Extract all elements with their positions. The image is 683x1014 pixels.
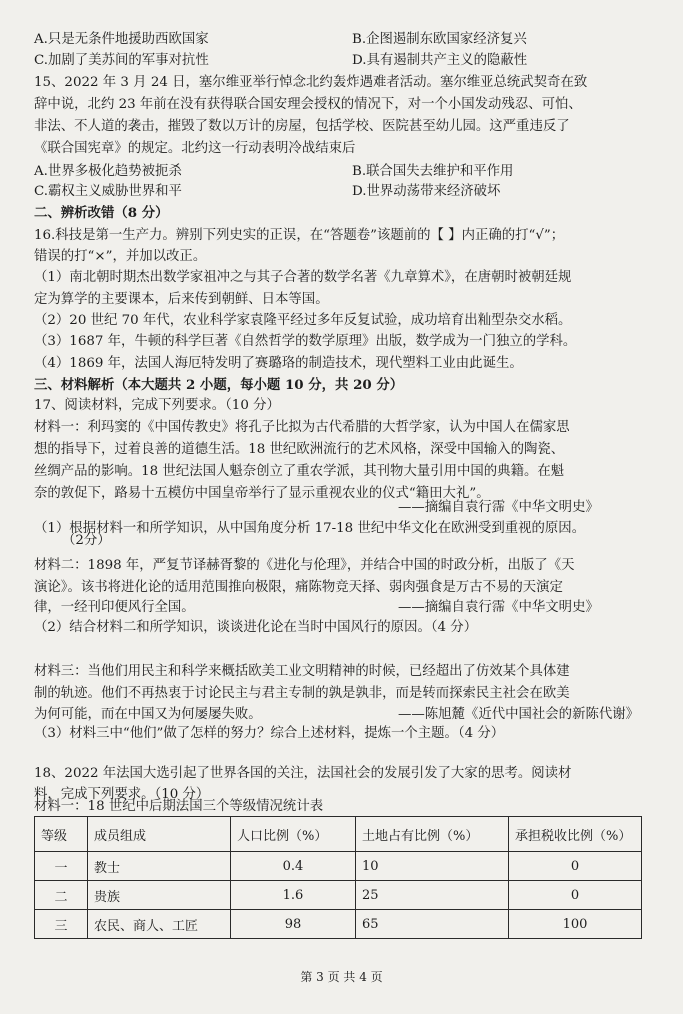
section-2-heading: 二、辨析改错（8 分） (34, 205, 169, 221)
q17-line: 奈的敦促下，路易十五模仿中国皇帝举行了显示重视农业的仪式“籍田大礼”。 (34, 486, 490, 501)
table-cell: 一 (35, 852, 88, 881)
table-row (35, 852, 642, 881)
section-3-heading: 三、材料解析（本大题共 2 小题，每小题 10 分，共 20 分） (34, 377, 404, 393)
material-3-line: 材料三：当他们用民主和科学来概括欧美工业文明精神的时候，已经超出了仿效某个具体建 (34, 664, 570, 679)
table-header-cell: 等级 (35, 817, 88, 852)
table-row (35, 910, 642, 939)
q15-option-b: B.联合国失去维护和平作用 (352, 164, 514, 179)
table-header-cell: 成员组成 (88, 817, 231, 852)
table-cell: 0 (509, 852, 642, 881)
table-header-cell: 土地占有比例（%） (356, 817, 509, 852)
table-cell: 100 (509, 910, 642, 939)
table-cell: 98 (231, 910, 356, 939)
q15-stem-line: 15、2022 年 3 月 24 日，塞尔维亚举行悼念北约轰炸遇难者活动。塞尔维亚总统武契奇在致 (34, 75, 588, 90)
table-cell: 10 (356, 852, 509, 881)
table-cell: 农民、商人、工匠 (88, 910, 231, 939)
material-3-line: 制的轨迹。他们不再热衷于讨论民主与君主专制的孰是孰非，而是转而探索民主社会在欧美 (34, 686, 570, 701)
q17-subquestion-2: （2）结合材料二和所学知识，谈谈进化论在当时中国风行的原因。（4 分） (34, 620, 478, 635)
q15-stem-line: 辞中说，北约 23 年前在没有获得联合国安理会授权的情况下，对一个小国发动残忍、可怕、 (34, 97, 582, 112)
table-cell: 教士 (88, 852, 231, 881)
table-cell: 二 (35, 881, 88, 910)
table-header-cell: 承担税收比例（%） (509, 817, 642, 852)
table-cell: 1.6 (231, 881, 356, 910)
q17-line: 丝绸产品的影响。18 世纪法国人魁奈创立了重农学派，其刊物大量引用中国的典籍。在魁 (34, 464, 565, 479)
page-number: 第 3 页 共 4 页 (300, 970, 383, 984)
q17-subquestion-1: （1）根据材料一和所学知识，从中国角度分析 17-18 世纪中华文化在欧洲受到重视的原因。 (34, 521, 586, 536)
table-header-row (35, 817, 642, 852)
q15-stem-line: 《联合国宪章》的规定。北约这一行动表明冷战结束后 (34, 141, 356, 156)
q16-line: 16.科技是第一生产力。辨别下列史实的正误，在“答题卷”该题前的【 】内正确的打“√”； (34, 228, 565, 243)
q15-option-d: D.世界动荡带来经济破坏 (352, 184, 501, 199)
q16-line: （3）1687 年，牛顿的科学巨著《自然哲学的数学原理》出版，数学成为一门独立的学科。 (34, 334, 577, 349)
material-1-source: ——摘编自袁行霈《中华文明史》 (398, 500, 599, 515)
material-2-line: 材料二：1898 年，严复节译赫胥黎的《进化与伦理》，并结合中国的时政分析，出版了《天 (34, 558, 575, 573)
q15-option-c: C.霸权主义威胁世界和平 (34, 184, 182, 199)
q17-line: 想的指导下，过着良善的道德生活。18 世纪欧洲流行的艺术风格，深受中国输入的陶瓷、 (34, 442, 565, 457)
q15-stem-line: 非法、不人道的袭击，摧毁了数以万计的房屋，包括学校、医院甚至幼儿园。这严重违反了 (34, 119, 570, 134)
material-2-source: ——摘编自袁行霈《中华文明史》 (398, 600, 599, 615)
q17-subquestion-3: （3）材料三中“他们”做了怎样的努力？综合上述材料，提炼一个主题。（4 分） (34, 726, 505, 741)
table-cell: 65 (356, 910, 509, 939)
table-cell: 25 (356, 881, 509, 910)
table-cell: 三 (35, 910, 88, 939)
material-3-line: 为何可能，而在中国又为何屡屡失败。 (34, 707, 262, 722)
table-cell: 贵族 (88, 881, 231, 910)
q16-line: （4）1869 年，法国人海厄特发明了赛璐珞的制造技术，现代塑料工业由此诞生。 (34, 356, 523, 371)
q15-option-a: A.世界多极化趋势被扼杀 (34, 164, 182, 179)
estates-statistics-table (34, 816, 642, 939)
material-3-source: ——陈旭麓《近代中国社会的新陈代谢》 (398, 707, 640, 722)
q14-option-b: B.企图遏制东欧国家经济复兴 (352, 32, 527, 47)
table-row (35, 881, 642, 910)
q14-option-c: C.加剧了美苏间的军事对抗性 (34, 53, 209, 68)
table-caption: 材料一：18 世纪中后期法国三个等级情况统计表 (34, 799, 324, 814)
table-cell: 0.4 (231, 852, 356, 881)
q17-line: 17、阅读材料，完成下列要求。（10 分） (34, 398, 280, 413)
q18-line: 料，完成下列要求。（10 分） (34, 787, 210, 802)
q14-option-a: A.只是无条件地援助西欧国家 (34, 32, 209, 47)
table-cell: 0 (509, 881, 642, 910)
q18-line: 18、2022 年法国大选引起了世界各国的关注，法国社会的发展引发了大家的思考。阅读材 (34, 766, 572, 781)
q16-line: （2）20 世纪 70 年代，农业科学家袁隆平经过多年反复试验，成功培育出籼型杂交水稻。 (34, 313, 572, 328)
material-2-line: 演论》。该书将进化论的适用范围推向极限，痛陈物竞天择、弱肉强食是万古不易的天演定 (34, 580, 563, 595)
q14-option-d: D.具有遏制共产主义的隐蔽性 (352, 53, 528, 68)
q17-subquestion-1-points: （2分） (62, 533, 111, 548)
q17-line: 材料一：利玛窦的《中国传教史》将孔子比拟为古代希腊的大哲学家，认为中国人在儒家思 (34, 420, 570, 435)
table-header-cell: 人口比例（%） (231, 817, 356, 852)
q16-line: 错误的打“×”，并加以改正。 (34, 249, 207, 264)
material-2-line: 律，一经刊印便风行全国。 (34, 600, 195, 615)
q16-line: 定为算学的主要课本，后来传到朝鲜、日本等国。 (34, 292, 329, 307)
q16-line: （1）南北朝时期杰出数学家祖冲之与其子合著的数学名著《九章算术》，在唐朝时被朝廷规 (34, 270, 572, 285)
